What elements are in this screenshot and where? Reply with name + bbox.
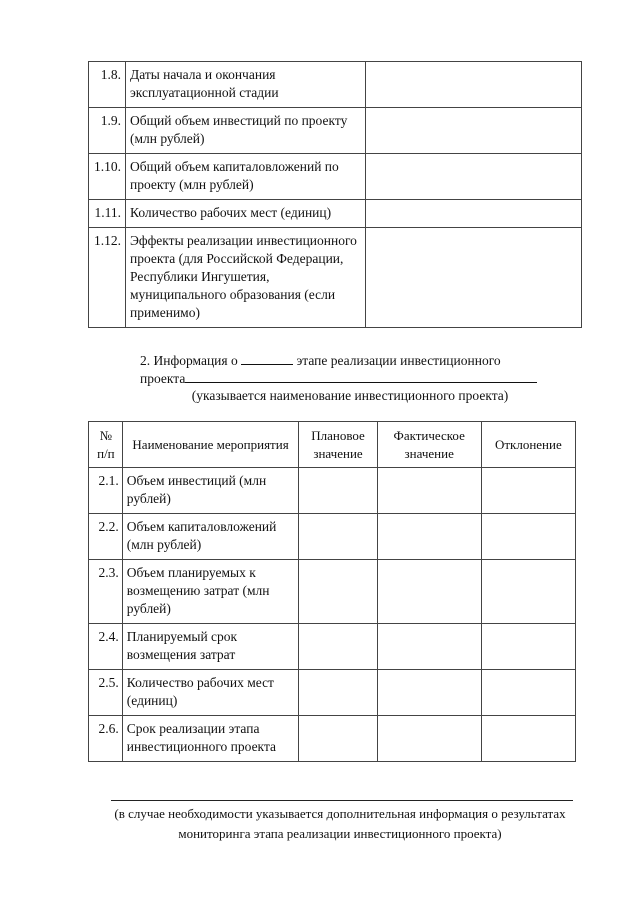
header-number: № п/п: [89, 422, 123, 468]
project-name-note: (указывается наименование инвестиционного проекта): [191, 388, 509, 403]
actual-cell[interactable]: [377, 468, 481, 514]
investment-info-table: [88, 61, 582, 328]
header-name: Наименование мероприятия: [122, 422, 299, 468]
deviation-cell[interactable]: [481, 560, 575, 624]
row-label: Количество рабочих мест (единиц): [122, 670, 299, 716]
footnote-text: (в случае необходимости указывается дополнительная информация о результатах мониторинга этапа реализации инвестиционного проекта): [114, 806, 566, 841]
footnote-rule: [111, 800, 573, 801]
row-label: Объем инвестиций (млн рублей): [122, 468, 299, 514]
row-number: 2.4.: [89, 624, 123, 670]
row-number: 1.11.: [89, 200, 126, 228]
deviation-cell[interactable]: [481, 670, 575, 716]
table-row: [89, 200, 582, 228]
planned-cell[interactable]: [299, 514, 377, 560]
stage-blank-field[interactable]: [241, 350, 293, 365]
table-header-row: [89, 422, 576, 468]
row-label: Даты начала и окончания эксплуатационной стадии: [125, 62, 365, 108]
row-number: 1.8.: [89, 62, 126, 108]
row-label: Общий объем капиталовложений по проекту (млн рублей): [125, 154, 365, 200]
row-label: Объем капиталовложений (млн рублей): [122, 514, 299, 560]
planned-cell[interactable]: [299, 716, 377, 762]
table-row: [89, 624, 576, 670]
actual-cell[interactable]: [377, 560, 481, 624]
deviation-cell[interactable]: [481, 624, 575, 670]
table-row: [89, 228, 582, 328]
planned-cell[interactable]: [299, 670, 377, 716]
project-label: проекта: [140, 371, 186, 386]
deviation-cell[interactable]: [481, 468, 575, 514]
planned-cell[interactable]: [299, 560, 377, 624]
actual-cell[interactable]: [377, 670, 481, 716]
section-heading-start: 2. Информация о: [140, 353, 238, 368]
table-row: [89, 468, 576, 514]
table-row: [89, 154, 582, 200]
table-row: [89, 514, 576, 560]
row-label: Объем планируемых к возмещению затрат (млн рублей): [122, 560, 299, 624]
deviation-cell[interactable]: [481, 514, 575, 560]
row-label: Срок реализации этапа инвестиционного проекта: [122, 716, 299, 762]
project-name-blank-field[interactable]: [185, 368, 537, 383]
row-label: Планируемый срок возмещения затрат: [122, 624, 299, 670]
stage-info-table: [88, 421, 576, 762]
row-number: 1.9.: [89, 108, 126, 154]
row-number: 2.2.: [89, 514, 123, 560]
row-number: 2.6.: [89, 716, 123, 762]
header-planned: Плановое значение: [299, 422, 377, 468]
row-number: 1.12.: [89, 228, 126, 328]
value-cell[interactable]: [365, 228, 582, 328]
table-row: [89, 716, 576, 762]
actual-cell[interactable]: [377, 514, 481, 560]
actual-cell[interactable]: [377, 716, 481, 762]
row-label: Общий объем инвестиций по проекту (млн рублей): [125, 108, 365, 154]
value-cell[interactable]: [365, 154, 582, 200]
table-row: [89, 62, 582, 108]
planned-cell[interactable]: [299, 468, 377, 514]
value-cell[interactable]: [365, 200, 582, 228]
row-label: Эффекты реализации инвестиционного проекта (для Российской Федерации, Республики Ингушетия, муниципального образования (если применимо): [125, 228, 365, 328]
row-number: 2.5.: [89, 670, 123, 716]
header-deviation: Отклонение: [481, 422, 575, 468]
row-number: 2.1.: [89, 468, 123, 514]
row-number: 1.10.: [89, 154, 126, 200]
table-row: [89, 108, 582, 154]
value-cell[interactable]: [365, 62, 582, 108]
planned-cell[interactable]: [299, 624, 377, 670]
table-row: [89, 560, 576, 624]
section-heading-end: этапе реализации инвестиционного: [296, 353, 501, 368]
table-row: [89, 670, 576, 716]
value-cell[interactable]: [365, 108, 582, 154]
row-number: 2.3.: [89, 560, 123, 624]
row-label: Количество рабочих мест (единиц): [125, 200, 365, 228]
actual-cell[interactable]: [377, 624, 481, 670]
header-actual: Фактическое значение: [377, 422, 481, 468]
deviation-cell[interactable]: [481, 716, 575, 762]
